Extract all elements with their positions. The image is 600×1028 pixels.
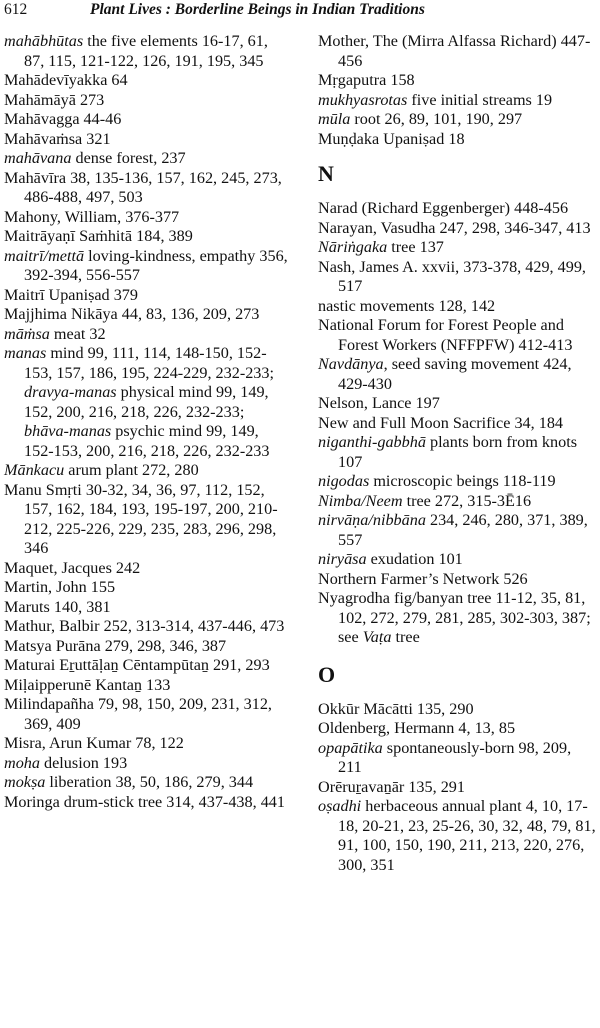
- index-term: mahābhūtas: [4, 32, 84, 50]
- index-entry: [4, 208, 292, 228]
- index-entry: [4, 247, 292, 286]
- index-term: Manu Smṛti 30-32, 34, 36, 97, 112, 152, 157, 162, 184, 193, 195-197, 200, 210-212, 225-226, 229, 235, 283, 296, 298, 346: [4, 480, 278, 557]
- index-locators: 234, 246, 280, 371, 389, 557: [338, 511, 588, 549]
- running-title: Plant Lives : Borderline Beings in Indian Traditions: [90, 1, 425, 18]
- index-term: Okkūr Mācātti 135, 290: [318, 699, 474, 718]
- index-entry: [4, 617, 292, 637]
- index-entry: [318, 511, 598, 550]
- index-locators: microscopic beings 118-119: [369, 472, 556, 490]
- index-term: Mahāvaṁsa 321: [4, 129, 111, 148]
- index-term: Miḷaipperunē Kantaṉ 133: [4, 675, 171, 694]
- index-locators: meat 32: [49, 324, 106, 343]
- index-entry: [318, 394, 598, 414]
- index-term: mūla: [318, 110, 351, 128]
- index-term: Majjhima Nikāya 44, 83, 136, 209, 273: [4, 305, 260, 323]
- index-locators: tree 137: [387, 238, 444, 256]
- index-term: Mahādevīyakka 64: [4, 71, 128, 89]
- index-entry: [4, 637, 292, 657]
- index-entry: [318, 316, 598, 355]
- index-term: Maruts 140, 381: [4, 597, 111, 616]
- index-term: dravya-manas: [24, 383, 117, 401]
- index-entry: [4, 734, 292, 754]
- index-term: nirvāṇa/nibbāna: [318, 511, 426, 529]
- index-term: maitrī/mettā: [4, 246, 85, 265]
- index-entry: [4, 695, 292, 734]
- index-entry: [4, 676, 292, 696]
- index-entry: [318, 238, 598, 258]
- index-entry: [4, 305, 292, 325]
- page-header: [2, 0, 598, 22]
- index-locators: mind 99, 111, 114, 148-150, 152-153, 157, 186, 195, 224-229, 232-233;: [24, 344, 274, 382]
- index-entry: [318, 570, 598, 590]
- index-entry: [4, 91, 292, 111]
- index-entry: [318, 492, 598, 512]
- index-entry: [318, 719, 598, 739]
- index-term: Nash, James A. xxvii, 373-378, 429, 499, 517: [318, 257, 586, 295]
- index-term: Maturai Eṟuttāḷaṉ Cēntampūtaṉ 291, 293: [4, 656, 270, 674]
- index-entry: [4, 793, 292, 813]
- index-entry: [318, 433, 598, 472]
- index-term: Maitrāyaṇī Saṁhitā 184, 389: [4, 227, 193, 245]
- index-term: Mahāmāyā 273: [4, 90, 105, 109]
- index-term: Matsya Purāna 279, 298, 346, 387: [4, 636, 227, 655]
- index-entry: [318, 91, 598, 111]
- index-term: Nyagrodha fig/banyan tree 11-12, 35, 81, 102, 272, 279, 281, 285, 302-303, 387; see: [318, 589, 591, 646]
- index-term: Oldenberg, Hermann 4, 13, 85: [318, 719, 516, 737]
- index-locators: delusion 193: [39, 753, 128, 772]
- index-entry: [4, 149, 292, 169]
- index-term: mahāvana: [4, 149, 72, 167]
- index-term: moha: [4, 753, 40, 772]
- index-locators: loving-kindness, empathy 356, 392-394, 556-557: [24, 246, 288, 284]
- index-entry: [4, 559, 292, 579]
- index-locators: liberation 38, 50, 186, 279, 344: [45, 773, 254, 791]
- section-heading-o: O: [318, 661, 336, 687]
- index-entry: [4, 656, 292, 676]
- index-entry: [318, 130, 598, 150]
- index-term: nigodas: [318, 472, 370, 490]
- index-entry: [4, 461, 292, 481]
- index-term: Muṇḍaka Upaniṣad 18: [318, 129, 465, 148]
- index-term: manas: [4, 344, 47, 362]
- index-term: bhāva-manas: [24, 422, 112, 440]
- index-term: Navdānya: [318, 355, 384, 373]
- index-term: Narad (Richard Eggenberger) 448-456: [318, 199, 569, 217]
- index-term: New and Full Moon Sacrifice 34, 184: [318, 413, 564, 432]
- index-entry: [4, 227, 292, 247]
- index-term: Northern Farmer’s Network 526: [318, 569, 528, 588]
- index-term: Nāriṅgaka: [318, 238, 388, 256]
- index-term: oṣadhi: [318, 797, 362, 815]
- index-locators: tree 272, 315-3Ē16: [402, 491, 532, 510]
- index-entry: [318, 71, 598, 91]
- index-term: Mānkacu: [4, 461, 65, 479]
- index-term: Orēruṟavaṉār 135, 291: [318, 777, 465, 796]
- index-term: Mother, The (Mirra Alfassa Richard) 447-456: [318, 32, 591, 70]
- index-locators: spontaneously-born 98, 209, 211: [338, 738, 572, 776]
- index-term: Mahony, William, 376-377: [4, 207, 180, 226]
- index-entry: [318, 355, 598, 394]
- index-entry: [4, 598, 292, 618]
- index-term: Nelson, Lance 197: [318, 394, 440, 412]
- index-locators: dense forest, 237: [71, 149, 186, 167]
- index-column-right: [318, 32, 598, 875]
- index-entry: [318, 589, 598, 648]
- index-entry: [318, 739, 598, 778]
- index-entry: [4, 130, 292, 150]
- index-term: Mahāvagga 44-46: [4, 110, 122, 128]
- index-term: niryāsa: [318, 550, 367, 568]
- index-entry: [318, 199, 598, 219]
- index-entry: [4, 773, 292, 793]
- index-entry: [318, 32, 598, 71]
- index-term: opapātika: [318, 738, 383, 757]
- index-locators: psychic mind 99, 149, 152-153, 200, 216, 218, 226, 232-233: [24, 422, 270, 460]
- index-term: Vaṭa: [362, 628, 392, 646]
- index-term: Nimba/Neem: [318, 491, 403, 510]
- index-entry: [318, 414, 598, 434]
- index-term: Mathur, Balbir 252, 313-314, 437-446, 473: [4, 617, 285, 635]
- index-term: nastic movements 128, 142: [318, 296, 496, 315]
- index-entry: [4, 344, 292, 461]
- index-term: Milindapañha 79, 98, 150, 209, 231, 312, 369, 409: [4, 695, 272, 733]
- index-entry: [318, 778, 598, 798]
- index-term: Martin, John 155: [4, 578, 116, 596]
- index-entry: [4, 578, 292, 598]
- index-term: Moringa drum-stick tree 314, 437-438, 441: [4, 792, 285, 811]
- index-entry: [318, 258, 598, 297]
- index-entry: [4, 481, 292, 559]
- index-column-left: [4, 32, 292, 812]
- index-term: mukhyasrotas: [318, 90, 408, 109]
- index-entry: [4, 71, 292, 91]
- index-group-n: [318, 199, 598, 648]
- index-entry: [318, 472, 598, 492]
- index-entry: [318, 297, 598, 317]
- index-group-o: [318, 700, 598, 876]
- index-locators: the five elements 16-17, 61, 87, 115, 121-122, 126, 191, 195, 345: [24, 32, 268, 70]
- index-locators: physical mind 99, 149, 152, 200, 216, 218, 226, 232-233;: [24, 383, 269, 421]
- index-term: Maitrī Upaniṣad 379: [4, 285, 138, 304]
- index-entry: [4, 754, 292, 774]
- index-entry: [4, 32, 292, 71]
- index-term: māṁsa: [4, 324, 50, 343]
- index-term: National Forum for Forest People and Forest Workers (NFFPFW) 412-413: [318, 316, 573, 354]
- index-locators: arum plant 272, 280: [64, 461, 199, 479]
- index-locators: tree: [391, 628, 420, 646]
- index-entry: [318, 797, 598, 875]
- index-entry: [4, 110, 292, 130]
- index-locators: root 26, 89, 101, 190, 297: [350, 110, 523, 128]
- index-term: Misra, Arun Kumar 78, 122: [4, 734, 184, 752]
- index-entry: [4, 325, 292, 345]
- index-locators: herbaceous annual plant 4, 10, 17-18, 20-21, 23, 25-26, 30, 32, 48, 79, 81, 91, 100, 150, 190, 211, 213, 220, 276, 300, 351: [338, 797, 596, 874]
- index-term: Mahāvīra 38, 135-136, 157, 162, 245, 273, 486-488, 497, 503: [4, 168, 282, 206]
- index-entry: [318, 550, 598, 570]
- index-entry: [4, 286, 292, 306]
- page-number: 612: [4, 1, 28, 18]
- index-term: Mṛgaputra 158: [318, 71, 415, 89]
- index-term: Narayan, Vasudha 247, 298, 346-347, 413: [318, 218, 591, 237]
- index-locators: five initial streams 19: [407, 90, 553, 109]
- index-entry: [318, 110, 598, 130]
- index-entry: [318, 700, 598, 720]
- index-term: niganthi-gabbhā: [318, 433, 426, 451]
- index-group-m-continued: [318, 32, 598, 149]
- index-entry: [318, 219, 598, 239]
- index-locators: , seed saving movement 424, 429-430: [338, 355, 572, 393]
- index-locators: plants born from knots 107: [338, 433, 577, 471]
- section-heading-n: N: [318, 161, 334, 186]
- index-term: Maquet, Jacques 242: [4, 558, 141, 577]
- index-term: mokṣa: [4, 773, 46, 791]
- index-entry: [4, 169, 292, 208]
- index-locators: exudation 101: [366, 550, 463, 568]
